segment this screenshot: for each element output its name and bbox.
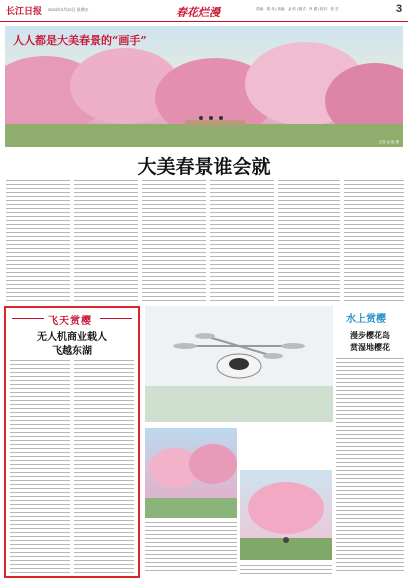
article-column [10, 360, 70, 574]
cherry-tree-image [240, 470, 332, 560]
newspaper-masthead: 长江日报 [6, 7, 43, 17]
article-column [142, 180, 206, 302]
photo-credit: 记者 金 振 摄 [378, 140, 399, 144]
divider [12, 318, 44, 319]
side-title-line1: 漫步樱花岛 [350, 330, 390, 340]
hero-photo [5, 26, 403, 147]
article-column [6, 180, 70, 302]
blossom-photo-left [145, 428, 237, 518]
divider [100, 318, 132, 319]
publication-date: 2024年3月22日 星期五 [48, 7, 89, 12]
hero-headline: 人人都是大美春景的“画手” [13, 34, 147, 47]
feature-box-water [334, 306, 406, 578]
feature-title-line1: 无人机商业载人 [37, 332, 107, 343]
article-column [145, 522, 237, 574]
article-column [278, 180, 340, 302]
page-number: 3 [396, 3, 403, 15]
article-column [210, 180, 274, 302]
section-title: 春花烂漫 [176, 6, 220, 19]
feature-title-line2: 飞越东湖 [52, 346, 92, 357]
feature-kicker: 飞天赏樱 [48, 316, 92, 327]
editors-line: 责编：胡 乔 | 美编：金 恒 | 版式：肖 潇 | 校对：张 芸 [256, 7, 339, 11]
page-header [0, 0, 408, 22]
main-headline: 大美春景谁会就 [137, 156, 271, 178]
passenger-drone-image [145, 306, 333, 422]
drone-photo [145, 306, 333, 422]
article-column [74, 180, 138, 302]
side-title-line2: 赏湿地樱花 [350, 342, 390, 352]
article-column [74, 360, 134, 574]
feature-box-flying [4, 306, 140, 578]
article-column [336, 358, 404, 574]
side-kicker: 水上赏樱 [346, 314, 386, 325]
cherry-tree-image [145, 428, 237, 518]
article-column [344, 180, 404, 302]
blossom-photo-right [240, 470, 332, 560]
article-column [240, 565, 332, 575]
